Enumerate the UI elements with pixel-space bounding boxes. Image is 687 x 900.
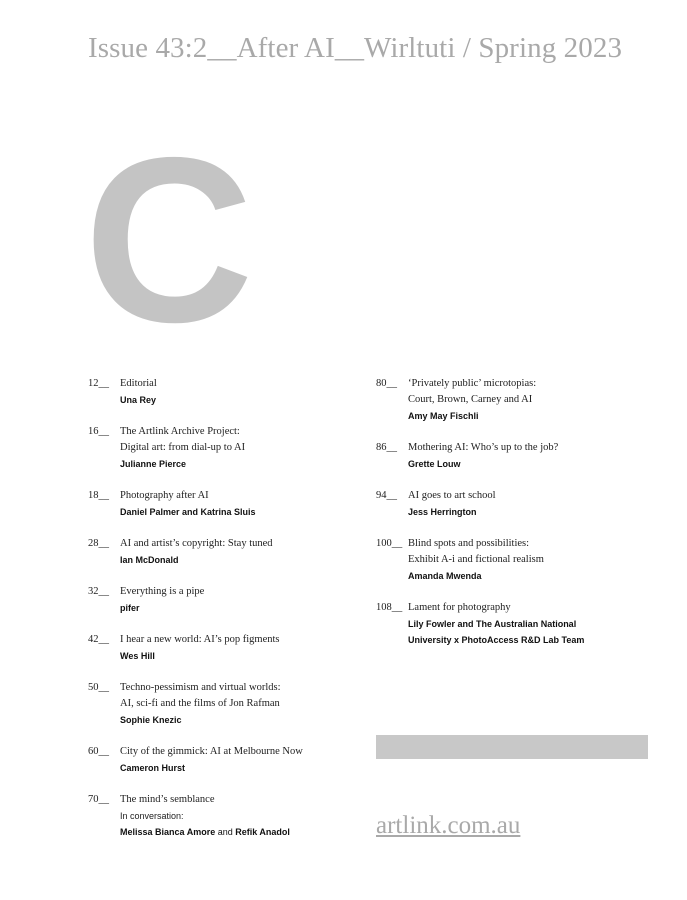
article-author: Wes Hill [120,651,155,661]
contents-entry [88,424,358,472]
contents-entry [88,680,358,728]
article-author: Grette Louw [408,459,461,469]
page-number: 50__ [88,682,109,693]
contents-entry [88,632,358,664]
article-title: Editorial [120,378,157,389]
contents-entry [88,584,358,616]
article-title: Photography after AI [120,490,209,501]
page-number: 60__ [88,746,109,757]
article-title: AI, sci-fi and the films of Jon Rafman [120,698,280,709]
author-name: Melissa Bianca Amore [120,827,216,837]
article-title: Everything is a pipe [120,586,205,597]
article-title: I hear a new world: AI’s pop figments [120,634,280,645]
issue-header: Issue 43:2__After AI__Wirltuti / Spring 2023 [88,32,623,64]
page-number: 12__ [88,378,109,389]
contents-entry [88,792,358,840]
article-title: The Artlink Archive Project: [120,426,240,437]
contents-entry [88,744,358,776]
article-title: City of the gimmick: AI at Melbourne Now [120,746,303,757]
article-subtitle: In conversation: [120,811,184,821]
page-number: 32__ [88,586,109,597]
page-number: 42__ [88,634,109,645]
article-title: Blind spots and possibilities: [408,538,530,549]
page-number: 28__ [88,538,109,549]
article-author: Una Rey [120,395,157,405]
article-title: Techno-pessimism and virtual worlds: [120,682,281,693]
contents-entry [376,376,666,424]
article-author: Lily Fowler and The Australian National [408,619,577,629]
article-author: Amy May Fischli [408,411,479,421]
article-author: Sophie Knezic [120,715,182,725]
article-title: The mind’s semblance [120,794,215,805]
article-title: Mothering AI: Who’s up to the job? [408,442,559,453]
article-author: pifer [120,603,140,613]
contents-entry [376,488,666,520]
article-author: Julianne Pierce [120,459,187,469]
contents-entry [376,440,666,472]
article-title: Digital art: from dial-up to AI [120,442,246,453]
article-title: Exhibit A-i and fictional realism [408,554,544,565]
page-number: 108__ [376,602,403,613]
contents-entry [88,376,358,408]
grey-divider-bar [376,735,648,759]
artlink-c-logo: C [84,108,254,371]
contents-column-left [88,376,358,840]
website-link[interactable]: artlink.com.au [376,812,521,839]
page-number: 100__ [376,538,403,549]
author-name: Refik Anadol [235,827,290,837]
article-author: Amanda Mwenda [408,571,482,581]
contents-entry [88,536,358,568]
page-number: 86__ [376,442,397,453]
article-title: Court, Brown, Carney and AI [408,394,533,405]
article-title: Lament for photography [408,602,511,613]
article-author: University x PhotoAccess R&D Lab Team [408,635,585,645]
page-number: 18__ [88,490,109,501]
contents-entry [376,600,666,648]
article-author: Cameron Hurst [120,763,186,773]
article-author: Daniel Palmer and Katrina Sluis [120,507,256,517]
article-author [120,824,358,840]
contents-entry [376,536,666,584]
page-number: 70__ [88,794,109,805]
page-number: 16__ [88,426,109,437]
article-title: AI goes to art school [408,490,496,501]
article-author: Ian McDonald [120,555,179,565]
article-title: AI and artist’s copyright: Stay tuned [120,538,273,549]
page-number: 80__ [376,378,397,389]
author-joiner: and [215,827,236,837]
page-number: 94__ [376,490,397,501]
contents-column-right [376,376,666,648]
article-author: Jess Herrington [408,507,477,517]
article-title: ‘Privately public’ microtopias: [408,378,537,389]
contents-entry [88,488,358,520]
